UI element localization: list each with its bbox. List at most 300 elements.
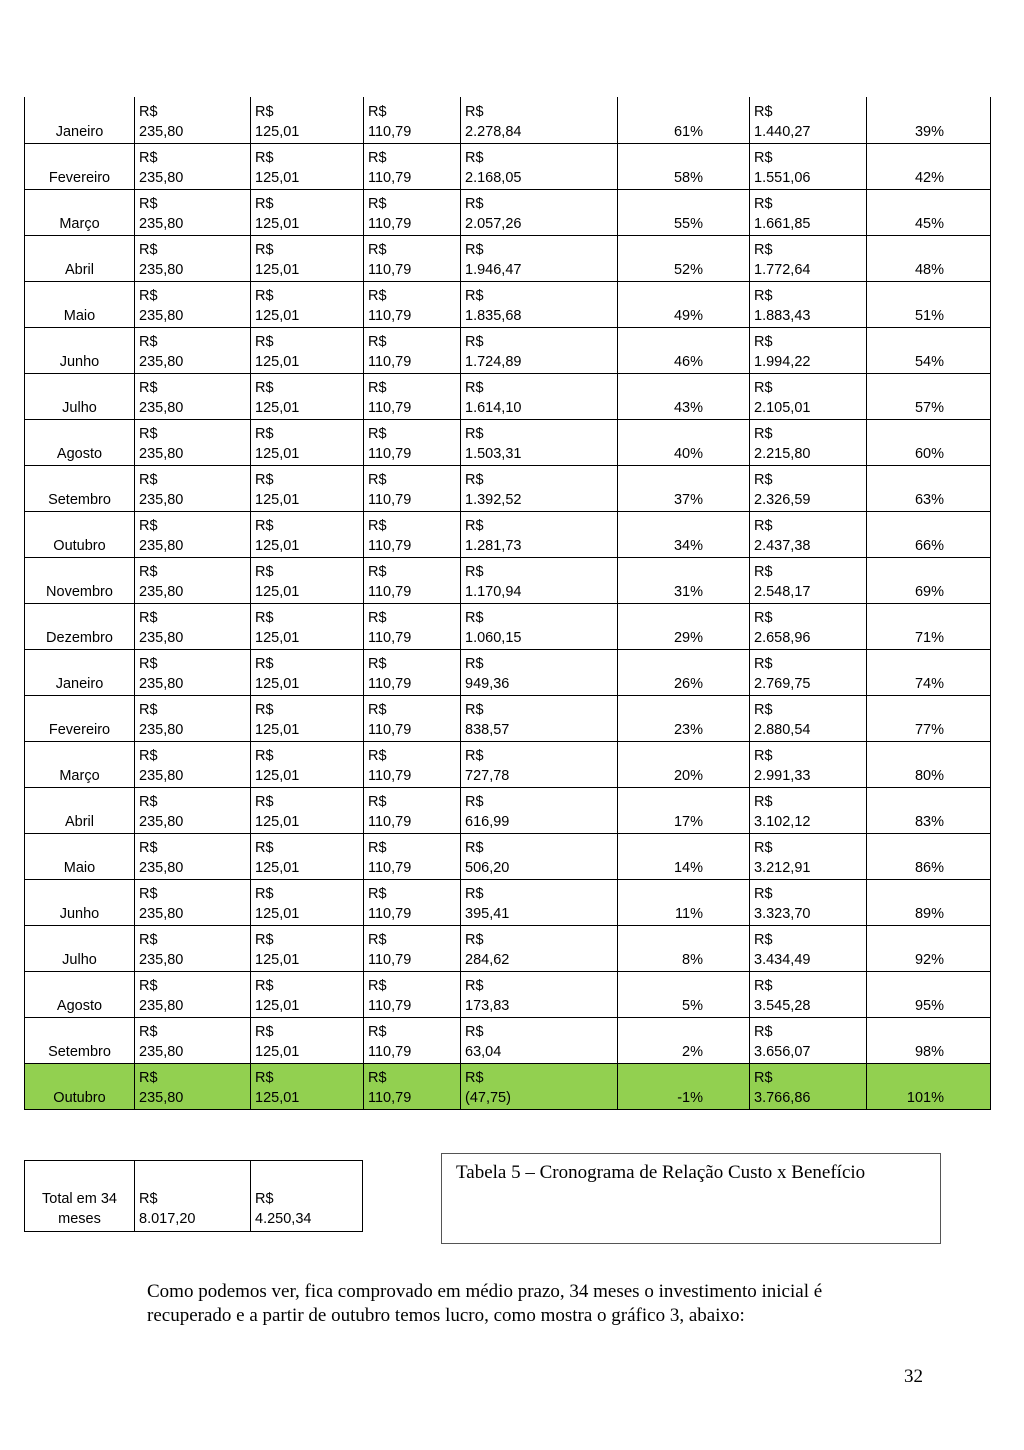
percent-cell	[867, 833, 991, 879]
month-label: Março	[59, 215, 100, 232]
value-cell	[364, 879, 461, 925]
value-c5: 3.545,28	[754, 997, 811, 1014]
value-cell	[364, 327, 461, 373]
value-c5: 1.772,64	[754, 261, 811, 278]
currency-symbol: R$	[255, 885, 274, 902]
percent-p2: 83%	[914, 813, 944, 830]
table-row	[25, 879, 991, 925]
table-row	[25, 419, 991, 465]
value-c3: 110,79	[368, 169, 412, 186]
currency-symbol: R$	[368, 977, 387, 994]
value-cell	[251, 143, 364, 189]
table-row	[25, 235, 991, 281]
currency-symbol: R$	[139, 517, 158, 534]
month-label: Janeiro	[55, 123, 104, 140]
currency-symbol: R$	[255, 563, 274, 580]
percent-p1: 49%	[673, 307, 703, 324]
value-cell	[364, 373, 461, 419]
currency-symbol: R$	[368, 701, 387, 718]
value-c1: 235,80	[139, 629, 184, 646]
currency-symbol: R$	[255, 747, 274, 764]
value-c2: 125,01	[255, 399, 300, 416]
currency-symbol: R$	[368, 379, 387, 396]
percent-p2: 92%	[914, 951, 944, 968]
percent-p2: 77%	[914, 721, 944, 738]
value-cell	[461, 741, 618, 787]
currency-symbol: R$	[754, 701, 773, 718]
currency-symbol: R$	[754, 563, 773, 580]
percent-cell	[867, 557, 991, 603]
currency-symbol: R$	[139, 655, 158, 672]
currency-symbol: R$	[255, 471, 274, 488]
value-cell	[364, 649, 461, 695]
value-cell	[461, 833, 618, 879]
table-caption-box	[441, 1153, 941, 1244]
value-cell	[750, 373, 867, 419]
percent-cell	[618, 971, 750, 1017]
month-cell	[25, 833, 135, 879]
percent-cell	[618, 143, 750, 189]
currency-symbol: R$	[139, 701, 158, 718]
month-cell	[25, 189, 135, 235]
value-c2: 125,01	[255, 675, 300, 692]
value-cell	[251, 879, 364, 925]
currency-symbol: R$	[139, 1023, 158, 1040]
currency-symbol: R$	[139, 149, 158, 166]
value-c3: 110,79	[368, 905, 412, 922]
value-c2: 125,01	[255, 997, 300, 1014]
value-cell	[461, 143, 618, 189]
percent-cell	[618, 511, 750, 557]
value-cell	[135, 879, 251, 925]
value-cell	[251, 925, 364, 971]
value-c4: 1.614,10	[465, 399, 522, 416]
month-label: Junho	[59, 905, 100, 922]
value-cell	[251, 787, 364, 833]
value-c4: 949,36	[465, 675, 510, 692]
value-cell	[750, 695, 867, 741]
value-c3: 110,79	[368, 307, 412, 324]
table-row	[25, 143, 991, 189]
value-cell	[750, 281, 867, 327]
currency-symbol: R$	[368, 241, 387, 258]
percent-cell	[867, 327, 991, 373]
value-cell	[135, 97, 251, 143]
currency-symbol: R$	[368, 149, 387, 166]
value-cell	[135, 235, 251, 281]
value-cell	[364, 833, 461, 879]
value-cell	[251, 511, 364, 557]
value-cell	[750, 833, 867, 879]
value-cell	[750, 879, 867, 925]
value-c4: 173,83	[465, 997, 510, 1014]
percent-cell	[618, 419, 750, 465]
value-c1: 235,80	[139, 123, 184, 140]
month-cell	[25, 649, 135, 695]
currency-symbol: R$	[754, 471, 773, 488]
currency-symbol: R$	[754, 287, 773, 304]
currency-symbol: R$	[255, 1023, 274, 1040]
value-cell	[461, 235, 618, 281]
value-cell	[364, 511, 461, 557]
value-cell	[251, 557, 364, 603]
currency-symbol: R$	[255, 425, 274, 442]
month-cell	[25, 327, 135, 373]
table-row	[25, 1063, 991, 1109]
value-cell	[251, 235, 364, 281]
value-cell	[364, 235, 461, 281]
percent-p1: 26%	[673, 675, 703, 692]
value-cell	[364, 971, 461, 1017]
value-c2: 125,01	[255, 1089, 300, 1106]
currency-symbol: R$	[368, 609, 387, 626]
percent-cell	[867, 649, 991, 695]
percent-cell	[867, 695, 991, 741]
value-c3: 110,79	[368, 997, 412, 1014]
percent-p1: 46%	[673, 353, 703, 370]
currency-symbol: R$	[754, 1069, 773, 1086]
month-cell	[25, 235, 135, 281]
month-label: Maio	[63, 859, 96, 876]
percent-p1: -1%	[677, 1089, 703, 1106]
value-cell	[135, 925, 251, 971]
currency-symbol: R$	[368, 885, 387, 902]
value-c2: 125,01	[255, 767, 300, 784]
currency-symbol: R$	[139, 931, 158, 948]
currency-symbol: R$	[465, 609, 484, 626]
currency-symbol: R$	[368, 517, 387, 534]
percent-p1: 11%	[675, 905, 703, 922]
value-cell	[461, 603, 618, 649]
value-c3: 110,79	[368, 491, 412, 508]
value-cell	[750, 1017, 867, 1063]
value-c5: 3.766,86	[754, 1089, 811, 1106]
value-c3: 110,79	[368, 353, 412, 370]
value-cell	[750, 741, 867, 787]
month-label: Fevereiro	[48, 721, 111, 738]
value-c3: 110,79	[368, 445, 412, 462]
currency-symbol: R$	[465, 333, 484, 350]
value-c5: 2.215,80	[754, 445, 811, 462]
value-c1: 235,80	[139, 261, 184, 278]
value-cell	[251, 419, 364, 465]
month-cell	[25, 695, 135, 741]
value-c1: 235,80	[139, 307, 184, 324]
currency-symbol: R$	[255, 931, 274, 948]
currency-symbol: R$	[368, 333, 387, 350]
value-c5: 2.880,54	[754, 721, 811, 738]
value-cell	[750, 143, 867, 189]
month-label: Janeiro	[55, 675, 104, 692]
value-cell	[251, 97, 364, 143]
value-cell	[750, 557, 867, 603]
currency-symbol: R$	[368, 103, 387, 120]
percent-cell	[618, 189, 750, 235]
month-cell	[25, 879, 135, 925]
percent-cell	[618, 235, 750, 281]
currency-symbol: R$	[465, 471, 484, 488]
percent-p1: 17%	[673, 813, 703, 830]
value-cell	[135, 603, 251, 649]
value-cell	[750, 189, 867, 235]
currency-symbol: R$	[255, 149, 274, 166]
month-label: Outubro	[53, 1089, 106, 1106]
currency-symbol: R$	[255, 287, 274, 304]
month-label: Maio	[63, 307, 96, 324]
table-caption: Tabela 5 – Cronograma de Relação Custo x Benefício	[456, 1162, 866, 1183]
table-row	[25, 373, 991, 419]
table-row	[25, 557, 991, 603]
currency-symbol: R$	[139, 379, 158, 396]
value-cell	[135, 971, 251, 1017]
percent-p2: 95%	[914, 997, 944, 1014]
value-cell	[364, 557, 461, 603]
currency-symbol: R$	[139, 1191, 158, 1207]
table-row	[25, 741, 991, 787]
value-cell	[135, 327, 251, 373]
value-cell	[461, 189, 618, 235]
value-c4: 1.946,47	[465, 261, 522, 278]
percent-cell	[867, 373, 991, 419]
value-cell	[461, 925, 618, 971]
currency-symbol: R$	[368, 287, 387, 304]
percent-cell	[618, 741, 750, 787]
currency-symbol: R$	[368, 931, 387, 948]
currency-symbol: R$	[368, 425, 387, 442]
currency-symbol: R$	[139, 241, 158, 258]
value-c3: 110,79	[368, 721, 412, 738]
percent-cell	[618, 833, 750, 879]
value-c1: 235,80	[139, 169, 184, 186]
month-cell	[25, 511, 135, 557]
percent-cell	[867, 787, 991, 833]
value-cell	[135, 557, 251, 603]
currency-symbol: R$	[139, 287, 158, 304]
value-cell	[461, 787, 618, 833]
month-label: Julho	[62, 399, 97, 416]
percent-p2: 69%	[914, 583, 944, 600]
value-cell	[364, 97, 461, 143]
month-cell	[25, 741, 135, 787]
value-c4: 2.057,26	[465, 215, 522, 232]
percent-cell	[867, 971, 991, 1017]
value-cell	[135, 189, 251, 235]
value-c5: 3.102,12	[754, 813, 811, 830]
percent-cell	[618, 603, 750, 649]
percent-cell	[618, 649, 750, 695]
value-cell	[135, 419, 251, 465]
percent-cell	[867, 1063, 991, 1109]
percent-p2: 54%	[914, 353, 944, 370]
percent-p2: 51%	[914, 307, 944, 324]
currency-symbol: R$	[255, 1069, 274, 1086]
percent-cell	[867, 879, 991, 925]
value-cell	[750, 97, 867, 143]
table-row	[25, 1017, 991, 1063]
currency-symbol: R$	[139, 793, 158, 810]
percent-p2: 63%	[914, 491, 944, 508]
value-cell	[461, 649, 618, 695]
currency-symbol: R$	[465, 287, 484, 304]
percent-p1: 40%	[673, 445, 703, 462]
value-cell	[364, 925, 461, 971]
value-c4: (47,75)	[465, 1089, 511, 1106]
value-c2: 125,01	[255, 905, 300, 922]
percent-p1: 52%	[673, 261, 703, 278]
month-label: Dezembro	[46, 629, 113, 646]
value-c1: 235,80	[139, 445, 184, 462]
percent-cell	[618, 281, 750, 327]
percent-p1: 34%	[673, 537, 703, 554]
cost-benefit-table	[24, 97, 991, 1110]
value-c4: 1.170,94	[465, 583, 522, 600]
month-label: Outubro	[53, 537, 106, 554]
currency-symbol: R$	[465, 1069, 484, 1086]
currency-symbol: R$	[139, 609, 158, 626]
value-cell	[750, 649, 867, 695]
month-label: Setembro	[48, 1043, 111, 1060]
value-cell	[750, 511, 867, 557]
value-c1: 235,80	[139, 215, 184, 232]
percent-p2: 80%	[914, 767, 944, 784]
percent-p2: 89%	[914, 905, 944, 922]
value-c5: 1.661,85	[754, 215, 811, 232]
value-c4: 1.392,52	[465, 491, 522, 508]
total-value-2: 4.250,34	[255, 1211, 312, 1227]
currency-symbol: R$	[368, 195, 387, 212]
value-cell	[364, 1063, 461, 1109]
currency-symbol: R$	[255, 701, 274, 718]
percent-p2: 71%	[914, 629, 944, 646]
currency-symbol: R$	[754, 149, 773, 166]
table-body	[25, 97, 991, 1109]
value-c2: 125,01	[255, 307, 300, 324]
value-c5: 2.548,17	[754, 583, 811, 600]
table-row	[25, 833, 991, 879]
month-label: Fevereiro	[48, 169, 111, 186]
percent-cell	[618, 695, 750, 741]
value-cell	[251, 327, 364, 373]
month-label: Agosto	[56, 445, 103, 462]
currency-symbol: R$	[754, 655, 773, 672]
month-cell	[25, 787, 135, 833]
currency-symbol: R$	[139, 839, 158, 856]
currency-symbol: R$	[255, 195, 274, 212]
currency-symbol: R$	[255, 793, 274, 810]
currency-symbol: R$	[465, 885, 484, 902]
value-c4: 838,57	[465, 721, 510, 738]
value-cell	[251, 603, 364, 649]
value-cell	[364, 189, 461, 235]
value-c5: 2.105,01	[754, 399, 811, 416]
percent-cell	[867, 235, 991, 281]
percent-cell	[867, 1017, 991, 1063]
value-c5: 1.440,27	[754, 123, 811, 140]
value-cell	[364, 281, 461, 327]
total-label-line2: meses	[58, 1211, 101, 1227]
value-c2: 125,01	[255, 491, 300, 508]
value-cell	[135, 695, 251, 741]
value-cell	[135, 281, 251, 327]
value-cell	[461, 465, 618, 511]
value-c1: 235,80	[139, 905, 184, 922]
value-c2: 125,01	[255, 215, 300, 232]
value-c4: 1.060,15	[465, 629, 522, 646]
value-c4: 63,04	[465, 1043, 502, 1060]
value-c5: 2.991,33	[754, 767, 811, 784]
value-c4: 506,20	[465, 859, 510, 876]
percent-cell	[618, 1063, 750, 1109]
value-c3: 110,79	[368, 215, 412, 232]
value-c4: 1.503,31	[465, 445, 522, 462]
currency-symbol: R$	[465, 931, 484, 948]
percent-cell	[867, 419, 991, 465]
value-c2: 125,01	[255, 261, 300, 278]
total-label	[25, 1161, 135, 1232]
table-row	[25, 925, 991, 971]
value-c3: 110,79	[368, 859, 412, 876]
value-cell	[251, 833, 364, 879]
value-c3: 110,79	[368, 583, 412, 600]
table-row	[25, 695, 991, 741]
currency-symbol: R$	[139, 195, 158, 212]
currency-symbol: R$	[465, 241, 484, 258]
currency-symbol: R$	[754, 103, 773, 120]
table-row	[25, 787, 991, 833]
value-cell	[461, 281, 618, 327]
percent-p1: 58%	[673, 169, 703, 186]
value-c4: 395,41	[465, 905, 510, 922]
value-cell	[750, 787, 867, 833]
value-cell	[364, 465, 461, 511]
currency-symbol: R$	[255, 839, 274, 856]
percent-p1: 2%	[682, 1043, 703, 1060]
value-cell	[251, 971, 364, 1017]
currency-symbol: R$	[139, 885, 158, 902]
value-cell	[461, 557, 618, 603]
currency-symbol: R$	[465, 977, 484, 994]
value-c1: 235,80	[139, 997, 184, 1014]
value-c5: 1.994,22	[754, 353, 811, 370]
percent-cell	[618, 465, 750, 511]
value-cell	[135, 373, 251, 419]
value-cell	[364, 695, 461, 741]
currency-symbol: R$	[255, 1191, 274, 1207]
currency-symbol: R$	[139, 425, 158, 442]
value-c2: 125,01	[255, 169, 300, 186]
value-cell	[750, 465, 867, 511]
value-cell	[135, 649, 251, 695]
value-c1: 235,80	[139, 399, 184, 416]
percent-p2: 98%	[914, 1043, 944, 1060]
value-c3: 110,79	[368, 951, 412, 968]
value-c5: 3.212,91	[754, 859, 811, 876]
value-c1: 235,80	[139, 1043, 184, 1060]
percent-p2: 57%	[914, 399, 944, 416]
value-c4: 1.281,73	[465, 537, 522, 554]
value-c5: 2.437,38	[754, 537, 811, 554]
currency-symbol: R$	[368, 793, 387, 810]
value-cell	[135, 465, 251, 511]
currency-symbol: R$	[754, 839, 773, 856]
value-c1: 235,80	[139, 767, 184, 784]
value-cell	[461, 327, 618, 373]
currency-symbol: R$	[255, 379, 274, 396]
percent-cell	[618, 879, 750, 925]
currency-symbol: R$	[754, 333, 773, 350]
value-c1: 235,80	[139, 583, 184, 600]
value-c5: 3.434,49	[754, 951, 811, 968]
